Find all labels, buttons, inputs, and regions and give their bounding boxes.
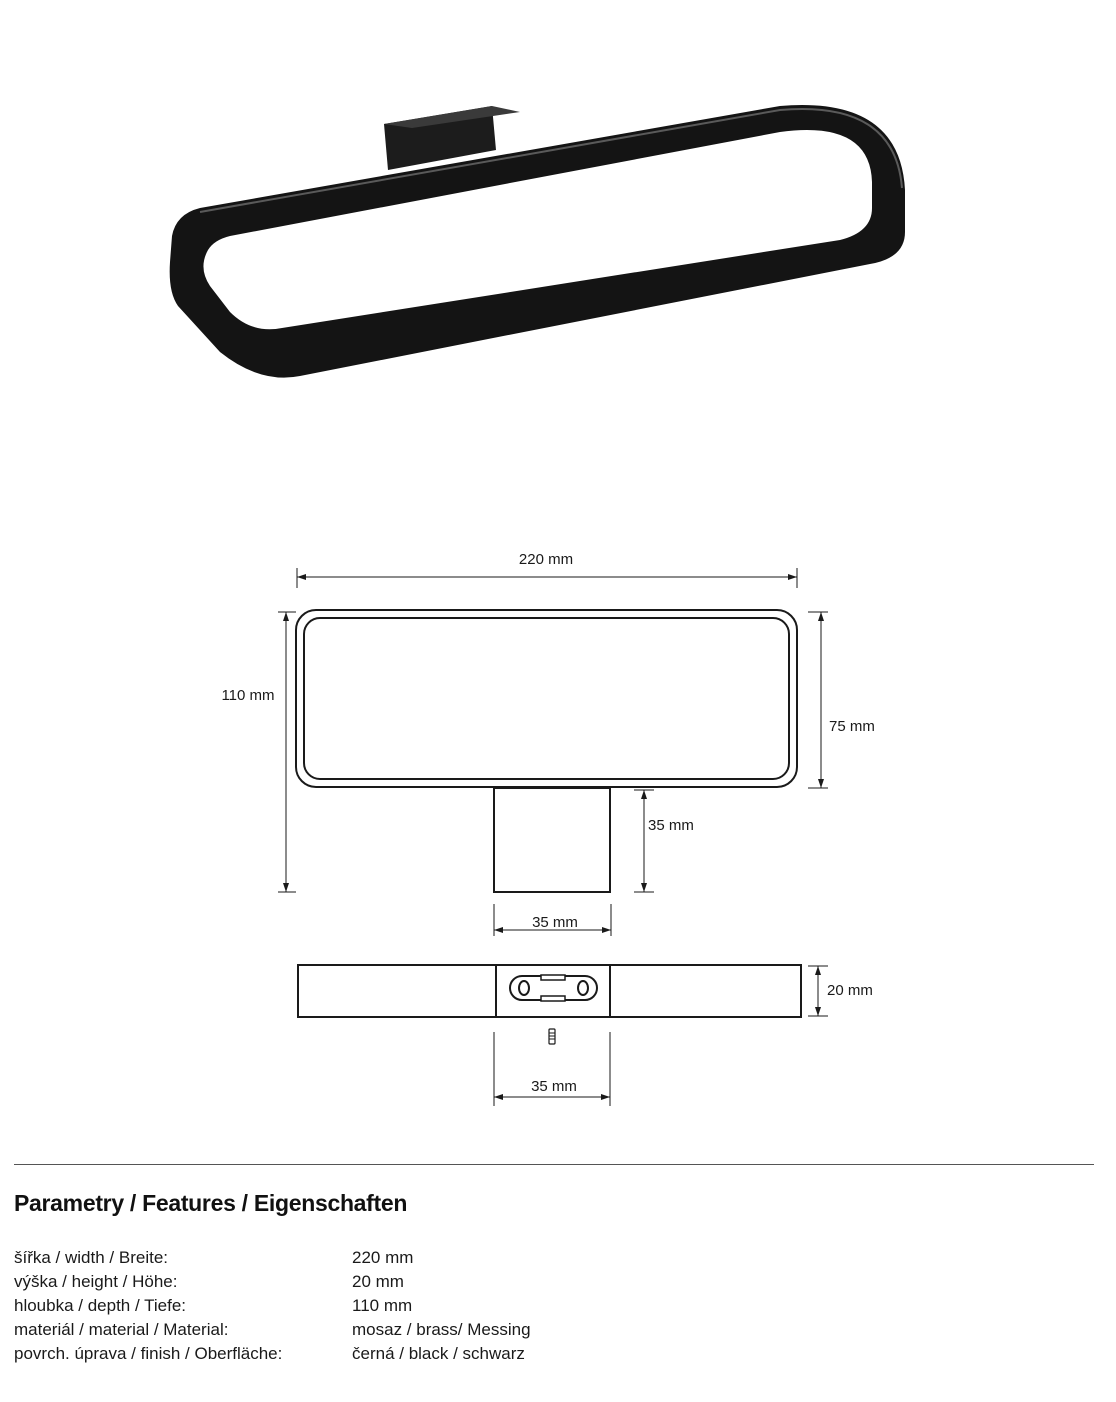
feature-value: černá / black / schwarz xyxy=(352,1344,525,1363)
drawing-side-bar xyxy=(298,965,801,1017)
feature-value: mosaz / brass/ Messing xyxy=(352,1320,531,1339)
feature-row-material xyxy=(14,1318,714,1342)
dim-label-ring-height: 75 mm xyxy=(829,718,875,735)
screw-icon xyxy=(549,1029,555,1044)
features-table xyxy=(14,1246,714,1366)
product-image xyxy=(170,105,905,378)
feature-row-width xyxy=(14,1246,714,1270)
dim-label-base-width: 35 mm xyxy=(532,914,578,931)
dim-label-depth: 20 mm xyxy=(827,982,873,999)
dim-label-width: 220 mm xyxy=(518,551,574,568)
section-divider xyxy=(14,1164,1094,1165)
feature-value: 20 mm xyxy=(352,1272,404,1291)
feature-value: 220 mm xyxy=(352,1248,414,1267)
feature-label: povrch. úprava / finish / Oberfläche: xyxy=(14,1344,283,1363)
dim-label-base-height: 35 mm xyxy=(648,817,694,834)
dim-label-height: 110 mm xyxy=(221,687,275,704)
section-title: Parametry / Features / Eigenschaften xyxy=(14,1190,408,1216)
technical-drawing-top xyxy=(278,568,828,936)
feature-row-height xyxy=(14,1270,714,1294)
feature-row-finish xyxy=(14,1342,714,1366)
feature-label: výška / height / Höhe: xyxy=(14,1272,178,1291)
feature-label: šířka / width / Breite: xyxy=(14,1248,168,1267)
drawing-ring-outer xyxy=(296,610,797,787)
feature-label: materiál / material / Material: xyxy=(14,1320,229,1339)
feature-value: 110 mm xyxy=(352,1296,413,1315)
product-ring xyxy=(170,105,905,378)
drawing-base xyxy=(494,788,610,892)
feature-row-depth xyxy=(14,1294,714,1318)
feature-label: hloubka / depth / Tiefe: xyxy=(14,1296,187,1315)
drawing-ring-inner xyxy=(304,618,789,779)
dim-label-mount-width: 35 mm xyxy=(531,1078,577,1095)
